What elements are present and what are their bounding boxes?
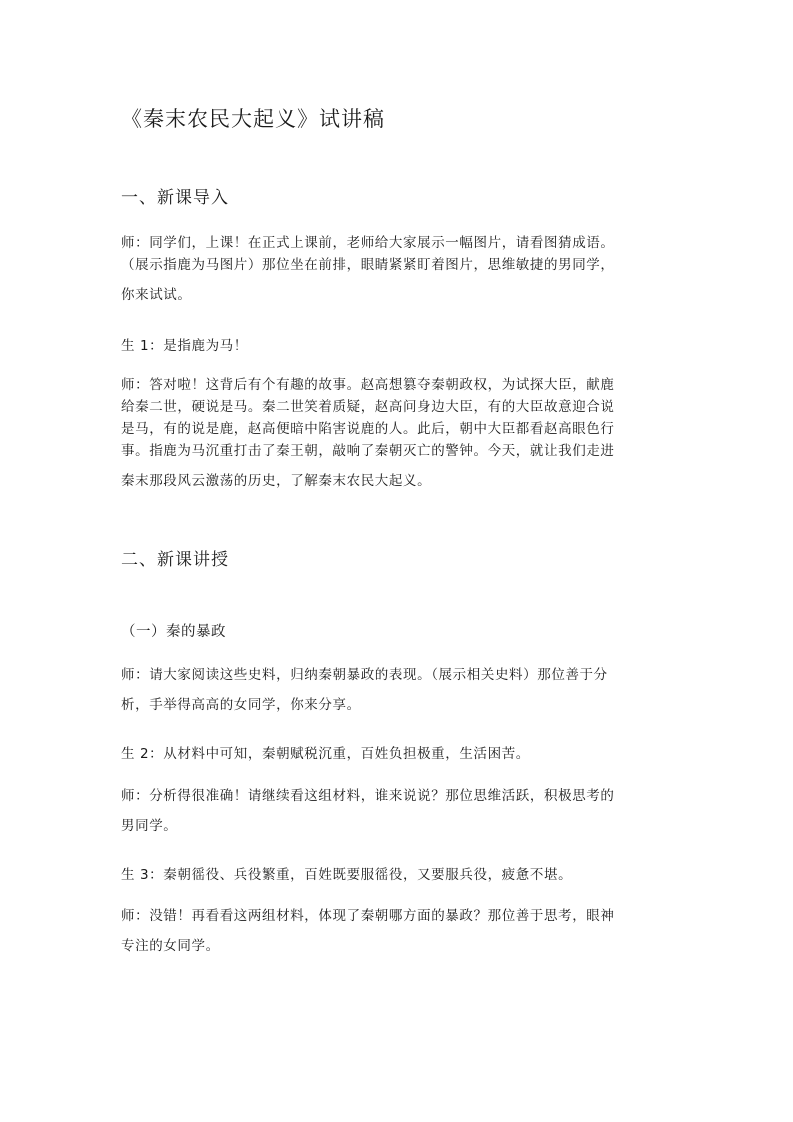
paragraph-line: 专注的女同学。 [121, 938, 220, 954]
subsection-heading-tyranny: （一）秦的暴政 [121, 624, 226, 640]
paragraph-line: 师：同学们，上课！在正式上课前，老师给大家展示一幅图片，请看图猜成语。 [121, 235, 615, 251]
paragraph-teacher-next [121, 901, 677, 961]
paragraph-teacher-intro [121, 232, 677, 306]
paragraph-teacher-followup [121, 781, 677, 841]
paragraph-line: 师：答对啦！这背后有个有趣的故事。赵高想篡夺秦朝政权，为试探大臣，献鹿 [121, 377, 615, 393]
paragraph-line: 你来试试。 [121, 287, 192, 303]
paragraph-student-1 [121, 335, 677, 357]
paragraph-line: 师：请大家阅读这些史料，归纳秦朝暴政的表现。（展示相关史料）那位善于分 [121, 667, 608, 683]
paragraph-line: 是马，有的说是鹿，赵高便暗中陷害说鹿的人。此后，朝中大臣都看赵高眼色行 [121, 421, 615, 437]
paragraph-line: 生 3：秦朝徭役、兵役繁重，百姓既要服徭役，又要服兵役，疲惫不堪。 [121, 867, 573, 883]
paragraph-line: 男同学。 [121, 818, 178, 834]
paragraph-line: 师：分析得很准确！请继续看这组材料，谁来说说？那位思维活跃，积极思考的 [121, 788, 615, 804]
paragraph-student-2 [121, 743, 677, 765]
paragraph-line: 给秦二世，硬说是马。秦二世笑着质疑，赵高问身边大臣，有的大臣故意迎合说 [121, 399, 615, 415]
paragraph-line: 事。指鹿为马沉重打击了秦王朝，敲响了秦朝灭亡的警钟。今天，就让我们走进 [121, 443, 615, 459]
paragraph-teacher-story [121, 374, 677, 492]
paragraph-line: 生 2：从材料中可知，秦朝赋税沉重，百姓负担极重，生活困苦。 [121, 746, 530, 762]
paragraph-line: 师：没错！再看看这两组材料，体现了秦朝哪方面的暴政？那位善于思考，眼神 [121, 908, 615, 924]
section-heading-lecture: 二、新课讲授 [121, 550, 229, 570]
paragraph-line: 秦末那段风云激荡的历史，了解秦末农民大起义。 [121, 473, 432, 489]
document-title: 《秦末农民大起义》试讲稿 [121, 107, 385, 131]
paragraph-line: 析，手举得高高的女同学，你来分享。 [121, 697, 361, 713]
paragraph-student-3 [121, 864, 677, 886]
paragraph-line: 生 1：是指鹿为马！ [121, 338, 248, 354]
paragraph-line: （展示指鹿为马图片）那位坐在前排，眼睛紧紧盯着图片，思维敏捷的男同学， [121, 257, 615, 273]
section-heading-intro: 一、新课导入 [121, 188, 229, 208]
paragraph-teacher-tyranny [121, 660, 677, 720]
